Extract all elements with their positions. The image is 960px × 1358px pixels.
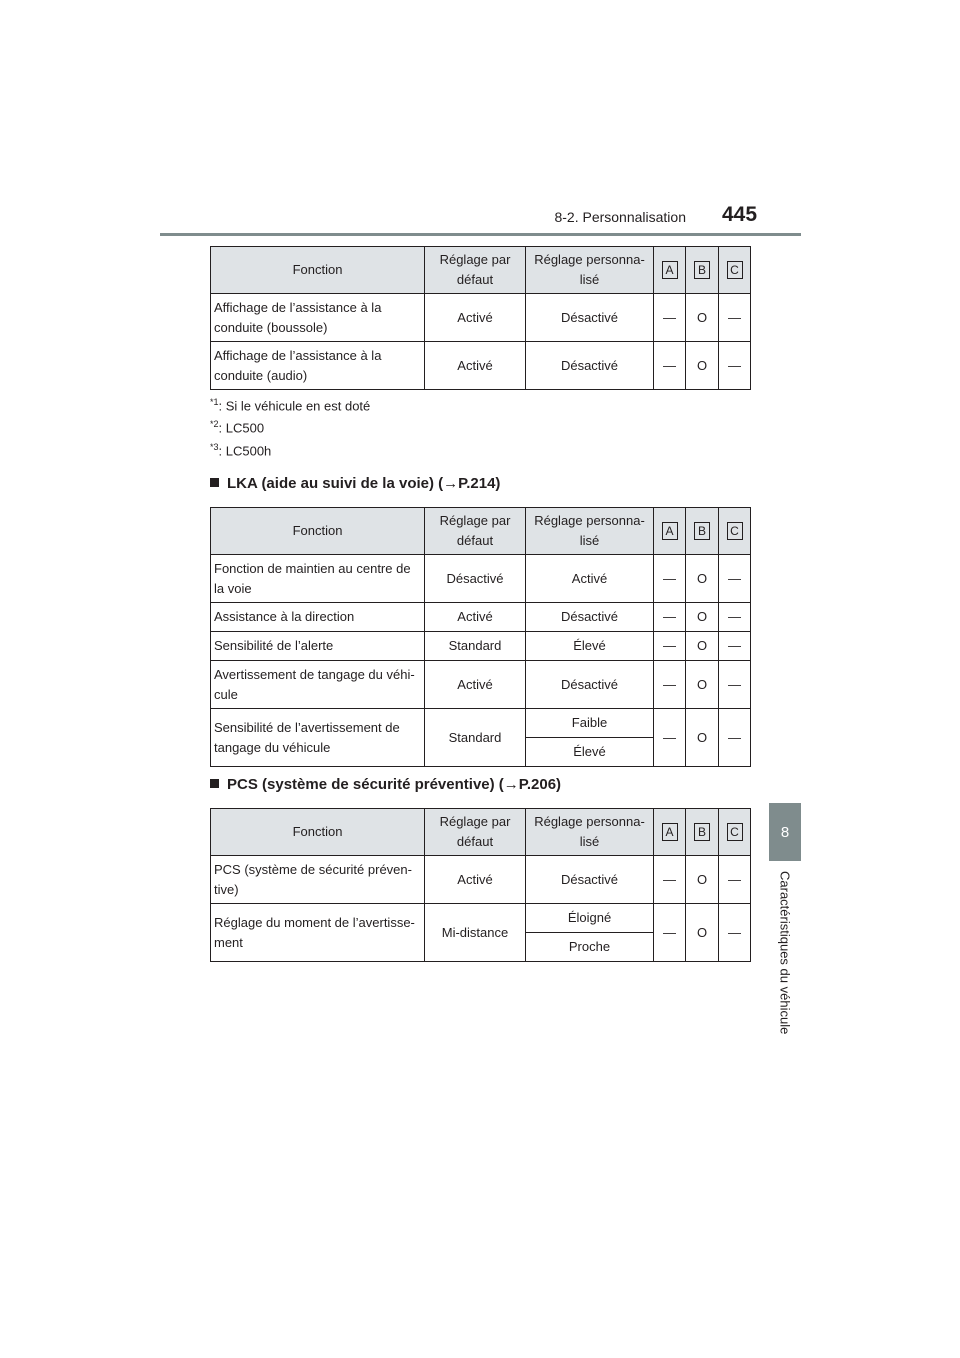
chapter-tab <box>769 803 801 861</box>
col-fonction: Fonction <box>211 809 425 856</box>
table-row: Élevé <box>211 738 751 767</box>
square-bullet-icon <box>210 779 219 788</box>
chapter-number: 8 <box>780 823 790 841</box>
page-number: 445 <box>722 203 758 226</box>
table-row: Affichage de l’assistance à la conduite (audio) Activé Désactivé — O — <box>211 342 751 390</box>
col-a: A <box>654 508 686 555</box>
table-row: Assistance à la direction Activé Désactivé — O — <box>211 603 751 632</box>
section-heading-pcs: PCS (système de sécurité préventive) (→P.206) <box>210 776 561 793</box>
square-bullet-icon <box>210 478 219 487</box>
col-b: B <box>686 247 719 294</box>
col-c: C <box>719 247 751 294</box>
col-fonction: Fonction <box>211 508 425 555</box>
header-divider <box>160 233 801 236</box>
col-fonction: Fonction <box>211 247 425 294</box>
section-heading-lka: LKA (aide au suivi de la voie) (→P.214) <box>210 475 500 492</box>
header-section-title: 8-2. Personnalisation <box>554 209 686 225</box>
table-row: Sensibilité de l’avertissement de tangage du véhicule Standard Faible — O — <box>211 709 751 738</box>
col-defaut: Réglage par défaut <box>425 508 526 555</box>
col-defaut: Réglage par défaut <box>425 809 526 856</box>
settings-table-1 <box>210 246 751 390</box>
table-row: PCS (système de sécurité préven-tive) Activé Désactivé — O — <box>211 856 751 904</box>
settings-table-lka <box>210 507 751 767</box>
col-perso: Réglage personna-lisé <box>526 508 654 555</box>
table-row: Affichage de l’assistance à la conduite (boussole) Activé Désactivé — O — <box>211 294 751 342</box>
table-row: Sensibilité de l’alerte Standard Élevé — O — <box>211 632 751 661</box>
footnote: $^{*2}$: LC500 <box>210 419 265 436</box>
col-defaut: Réglage par défaut <box>425 247 526 294</box>
footnote: $^{*3}$: LC500h <box>210 441 272 458</box>
settings-table-pcs <box>210 808 751 962</box>
footnote: $^{*1}$: Si le véhicule en est doté <box>210 397 371 414</box>
col-a: A <box>654 247 686 294</box>
col-b: B <box>686 809 719 856</box>
table-row: Fonction de maintien au centre de la voie Désactivé Activé — O — <box>211 555 751 603</box>
footnotes <box>210 397 370 464</box>
col-c: C <box>719 809 751 856</box>
col-b: B <box>686 508 719 555</box>
col-c: C <box>719 508 751 555</box>
col-perso: Réglage personna-lisé <box>526 809 654 856</box>
col-perso: Réglage personna-lisé <box>526 247 654 294</box>
col-a: A <box>654 809 686 856</box>
table-row: Réglage du moment de l’avertisse-ment Mi-distance Éloigné — O — <box>211 904 751 933</box>
table-header-row <box>211 508 751 555</box>
table-row: Avertissement de tangage du véhi-cule Activé Désactivé — O — <box>211 661 751 709</box>
table-header-row <box>211 809 751 856</box>
chapter-title: Caractéristiques du véhicule <box>777 871 793 1035</box>
table-header-row <box>211 247 751 294</box>
table-row: Proche <box>211 933 751 962</box>
